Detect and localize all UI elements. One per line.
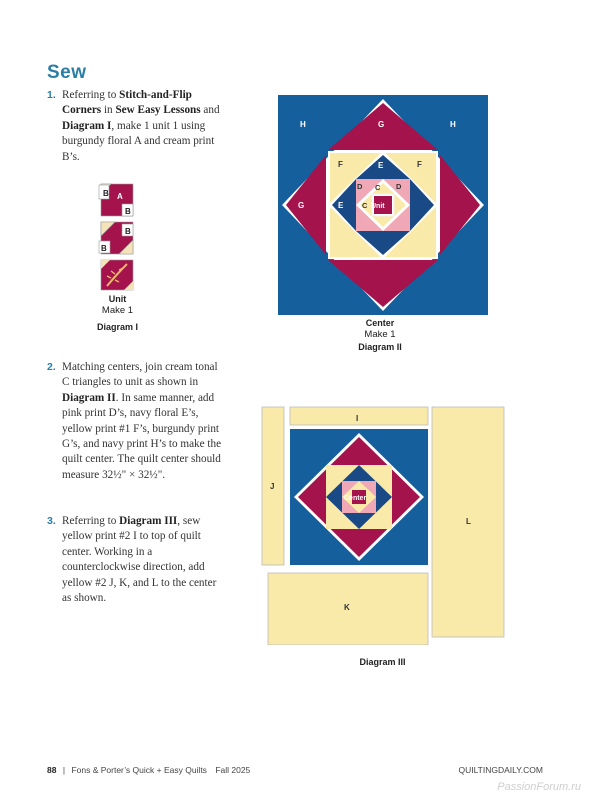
step-text: Referring to Diagram III, sew yellow print #2 I to top of quilt center. Working in a counterclockwise direction, add yellow #2 J, K, and L to the center as shown. (62, 515, 217, 605)
svg-text:H: H (450, 120, 456, 129)
svg-text:K: K (344, 603, 350, 612)
footer-site: QUILTINGDAILY.COM (458, 765, 543, 775)
step-3 (47, 514, 222, 606)
diagram-1-unit (101, 260, 133, 290)
publication-name: Fons & Porter’s Quick + Easy Quilts (71, 765, 207, 775)
svg-text:D: D (357, 182, 363, 191)
svg-text:B: B (125, 227, 131, 236)
issue-date: Fall 2025 (215, 765, 251, 775)
section-heading: Sew (47, 62, 87, 83)
svg-text:Unit: Unit (371, 203, 385, 210)
diagram-1-blocks (95, 182, 140, 292)
diagram-3-caption: Diagram III (359, 657, 406, 667)
diagram-2-center-caption: Center Make 1 Diagram II (358, 318, 402, 352)
svg-text:E: E (378, 161, 384, 170)
step-number: 3. (47, 515, 56, 527)
step-number: 2. (47, 361, 56, 373)
step-1 (47, 88, 222, 165)
diagram-1-step-b (99, 222, 133, 254)
svg-text:G: G (378, 120, 385, 129)
svg-text:I: I (356, 414, 359, 423)
footer-left (47, 765, 250, 775)
step-text: Matching centers, join cream tonal C triangles to unit as shown in Diagram II. In same manner, add pink print D’s, navy floral E’s, yellow print #1 F’s, burgundy print G’s, and navy print H’s to make the quilt center. The quilt center should measure 32½" × 32½". (62, 361, 222, 481)
svg-text:J: J (270, 482, 275, 491)
svg-text:G: G (298, 201, 305, 210)
svg-text:F: F (338, 160, 343, 169)
diagram-2-quilt-center (278, 95, 488, 315)
svg-text:D: D (396, 182, 402, 191)
svg-text:B: B (125, 207, 131, 216)
footer-separator: | (62, 765, 66, 775)
svg-text:Center: Center (344, 495, 367, 502)
page-number: 88 (47, 765, 57, 775)
svg-text:B: B (101, 244, 107, 253)
svg-text:L: L (466, 517, 471, 526)
diagram-1-unit-caption: Unit Make 1 (101, 294, 134, 316)
step-number: 1. (47, 89, 56, 101)
svg-text:B: B (103, 189, 109, 198)
border-i (290, 407, 428, 425)
watermark: PassionForum.ru (497, 781, 581, 793)
svg-text:F: F (417, 160, 422, 169)
diagram-1-caption: Diagram I (96, 322, 138, 332)
svg-text:C: C (362, 201, 368, 210)
svg-text:A: A (117, 192, 123, 201)
diagram-1-step-a (99, 184, 133, 216)
step-text: Referring to Stitch-and-Flip Corners in Sew Easy Lessons and Diagram I, make 1 unit 1 using burgundy floral A and cream print B’s. (62, 89, 220, 163)
step-2 (47, 360, 222, 483)
svg-text:E: E (338, 201, 344, 210)
diagram-3-quilt-assembly (260, 405, 510, 645)
svg-text:H: H (300, 120, 306, 129)
svg-text:C: C (375, 183, 381, 192)
